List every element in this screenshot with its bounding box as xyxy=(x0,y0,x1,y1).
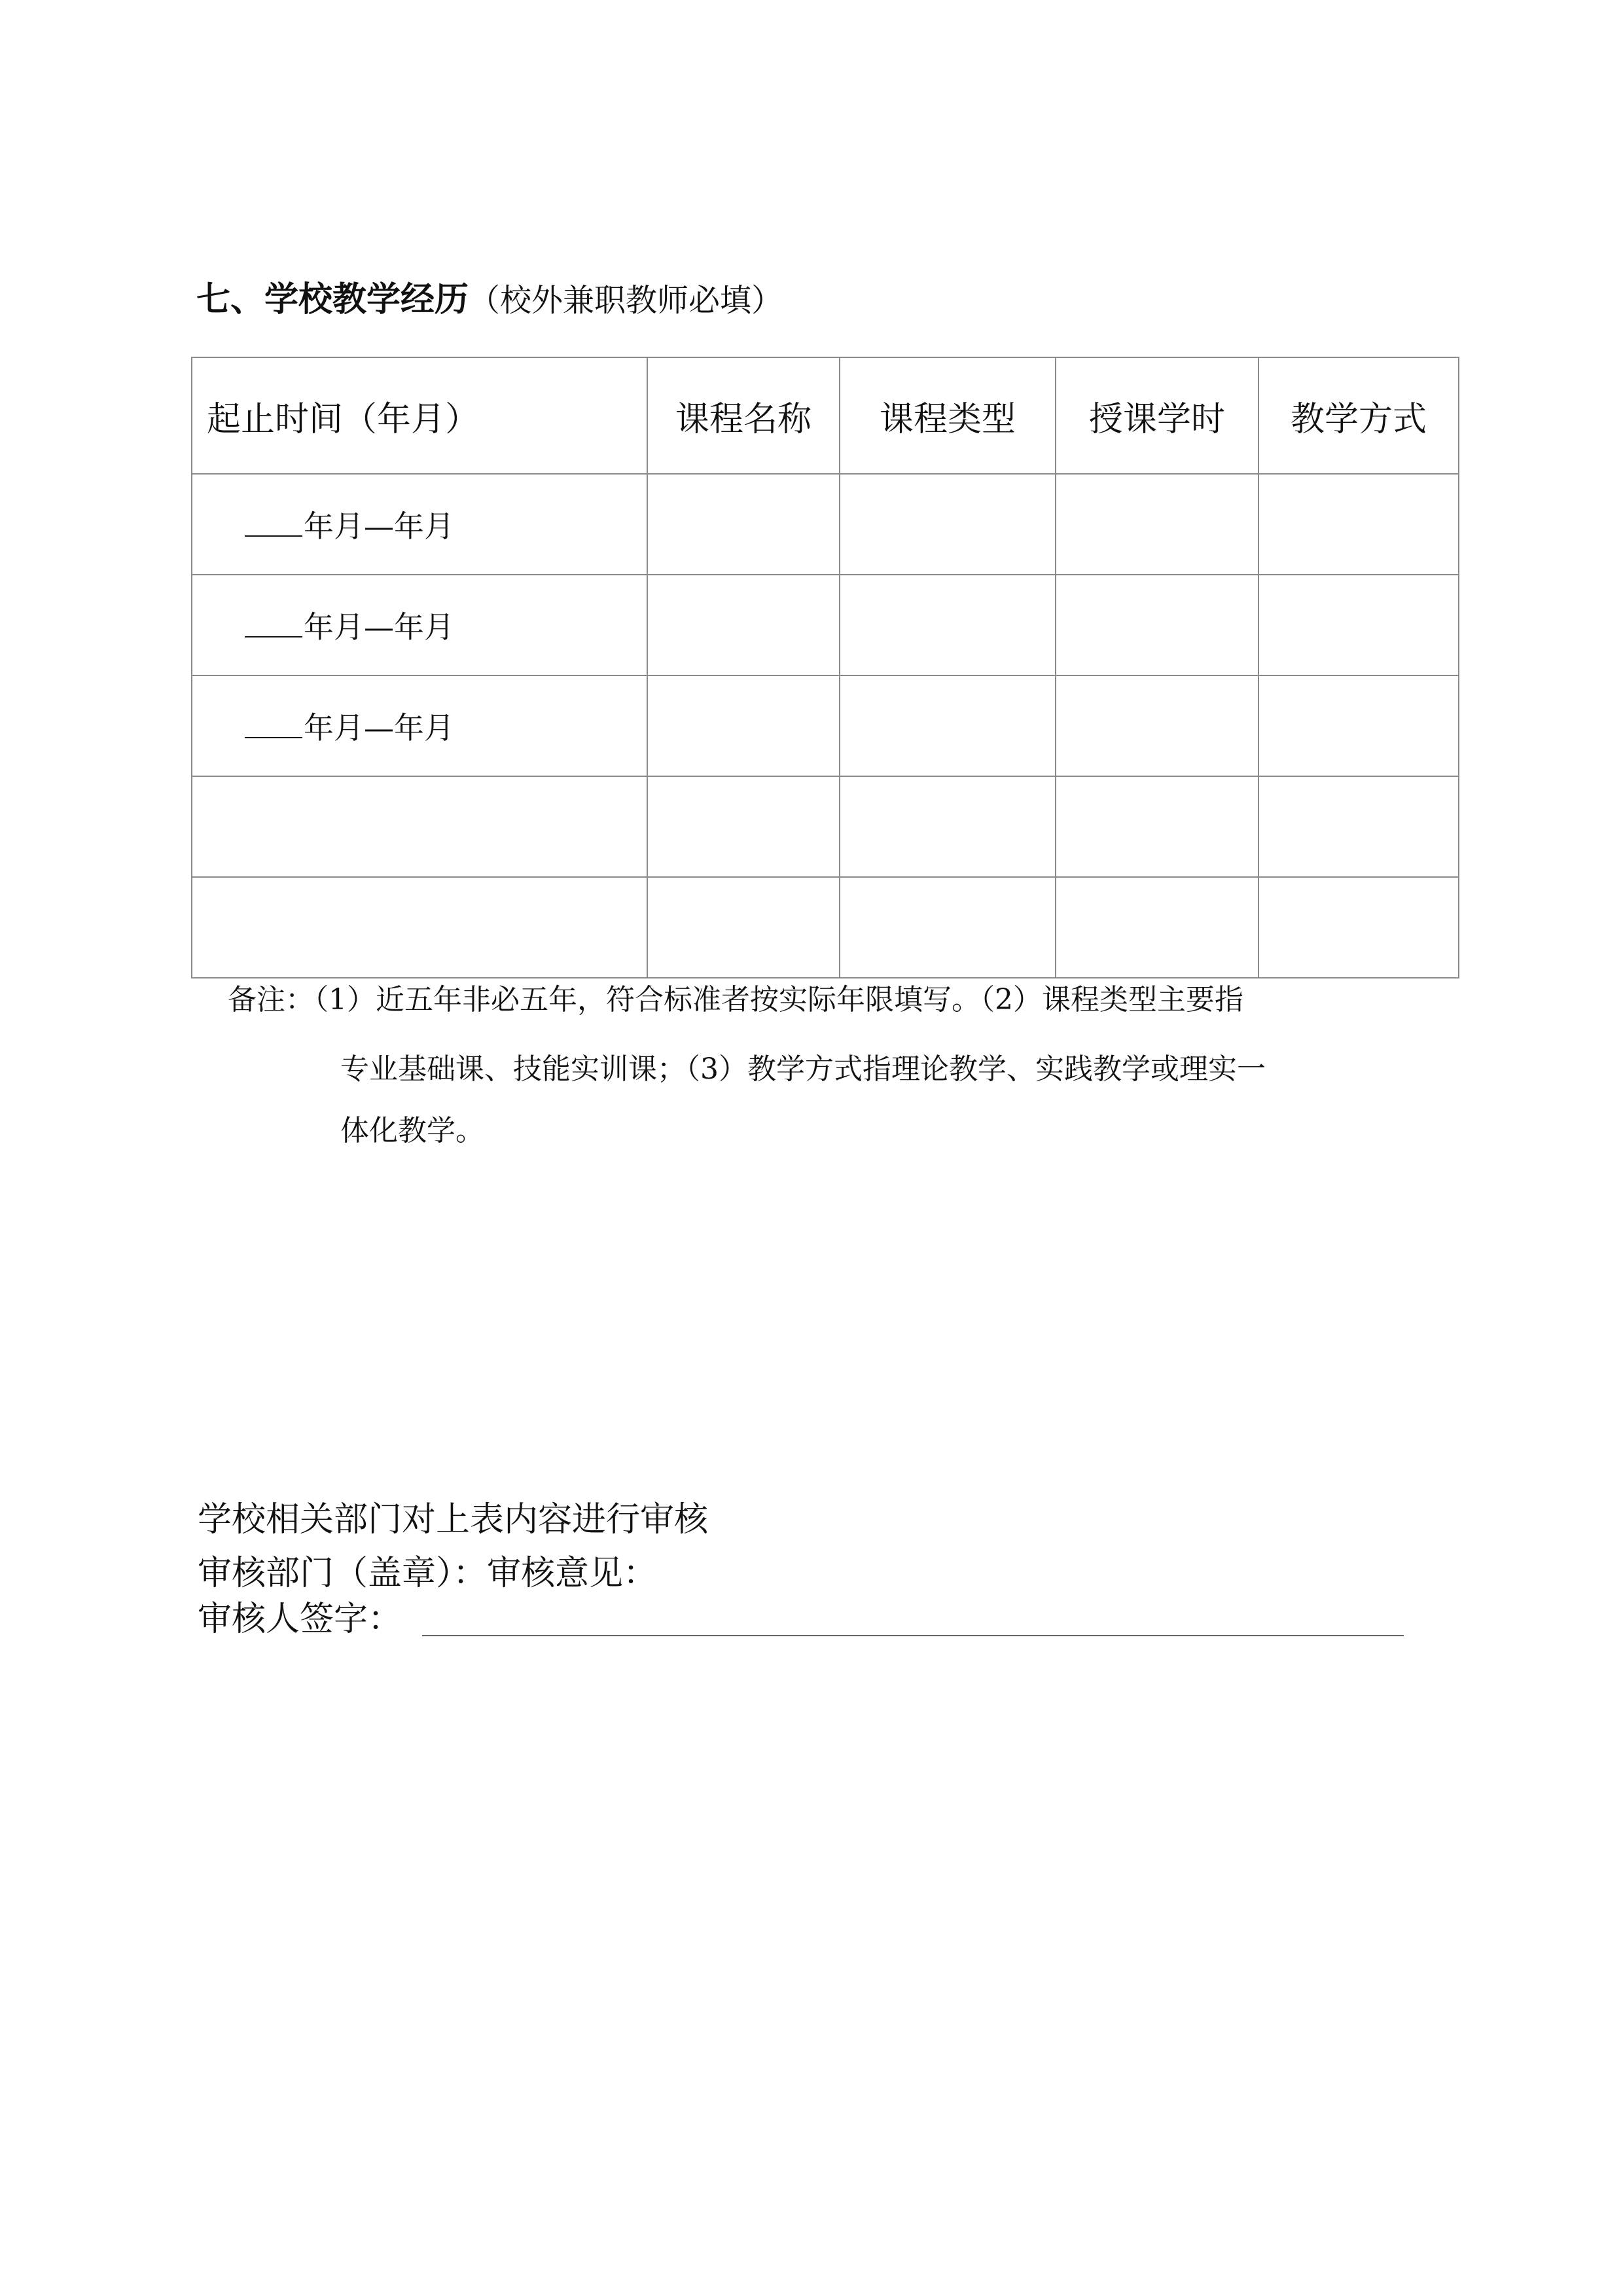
teaching-method-cell[interactable] xyxy=(1258,776,1459,877)
review-intro: 学校相关部门对上表内容进行审核 xyxy=(198,1500,709,1539)
teaching-method-cell[interactable] xyxy=(1258,474,1459,575)
signature-line[interactable] xyxy=(422,1635,1404,1636)
teaching-hours-cell[interactable] xyxy=(1056,776,1258,877)
blank-line xyxy=(245,632,302,637)
course-name-cell[interactable] xyxy=(647,474,840,575)
date-range-label: 年月—年月 xyxy=(304,509,454,544)
period-cell[interactable] xyxy=(192,877,647,978)
note-line-2: 专业基础课、技能实训课；（3）教学方式指理论教学、实践教学或理实一 xyxy=(340,1052,1266,1086)
teaching-hours-cell[interactable] xyxy=(1056,575,1258,675)
review-department-label: 审核部门（盖章）：审核意见： xyxy=(198,1554,658,1593)
teaching-method-cell[interactable] xyxy=(1258,575,1459,675)
table-row xyxy=(192,675,1459,776)
period-cell[interactable] xyxy=(192,675,647,776)
teaching-experience-table xyxy=(191,357,1459,978)
section-title: 七、学校教学经历 xyxy=(196,280,469,319)
period-cell[interactable] xyxy=(192,474,647,575)
header-teaching-method: 教学方式 xyxy=(1258,357,1459,474)
blank-line xyxy=(245,733,302,738)
header-course-name: 课程名称 xyxy=(647,357,840,474)
reviewer-signature-label: 审核人签字： xyxy=(198,1600,402,1639)
teaching-hours-cell[interactable] xyxy=(1056,675,1258,776)
header-period: 起止时间（年月） xyxy=(192,357,647,474)
date-range-label: 年月—年月 xyxy=(304,710,454,745)
table-header-row xyxy=(192,357,1459,474)
table-row xyxy=(192,877,1459,978)
date-range-label: 年月—年月 xyxy=(304,609,454,645)
teaching-hours-cell[interactable] xyxy=(1056,877,1258,978)
course-name-cell[interactable] xyxy=(647,877,840,978)
course-name-cell[interactable] xyxy=(647,776,840,877)
header-teaching-hours: 授课学时 xyxy=(1056,357,1258,474)
section-subtitle: （校外兼职教师必填） xyxy=(469,282,783,319)
course-type-cell[interactable] xyxy=(840,877,1056,978)
course-type-cell[interactable] xyxy=(840,776,1056,877)
table-row xyxy=(192,575,1459,675)
period-cell[interactable] xyxy=(192,575,647,675)
header-course-type: 课程类型 xyxy=(840,357,1056,474)
teaching-hours-cell[interactable] xyxy=(1056,474,1258,575)
course-type-cell[interactable] xyxy=(840,575,1056,675)
course-name-cell[interactable] xyxy=(647,575,840,675)
note-line-3: 体化教学。 xyxy=(340,1114,484,1147)
table-row xyxy=(192,776,1459,877)
teaching-method-cell[interactable] xyxy=(1258,877,1459,978)
course-type-cell[interactable] xyxy=(840,675,1056,776)
course-name-cell[interactable] xyxy=(647,675,840,776)
teaching-method-cell[interactable] xyxy=(1258,675,1459,776)
course-type-cell[interactable] xyxy=(840,474,1056,575)
note-line-1: 备注：（1）近五年非必五年，符合标准者按实际年限填写。（2）课程类型主要指 xyxy=(228,983,1243,1016)
section-heading xyxy=(196,280,783,319)
blank-line xyxy=(245,531,302,537)
period-cell[interactable] xyxy=(192,776,647,877)
table-row xyxy=(192,474,1459,575)
